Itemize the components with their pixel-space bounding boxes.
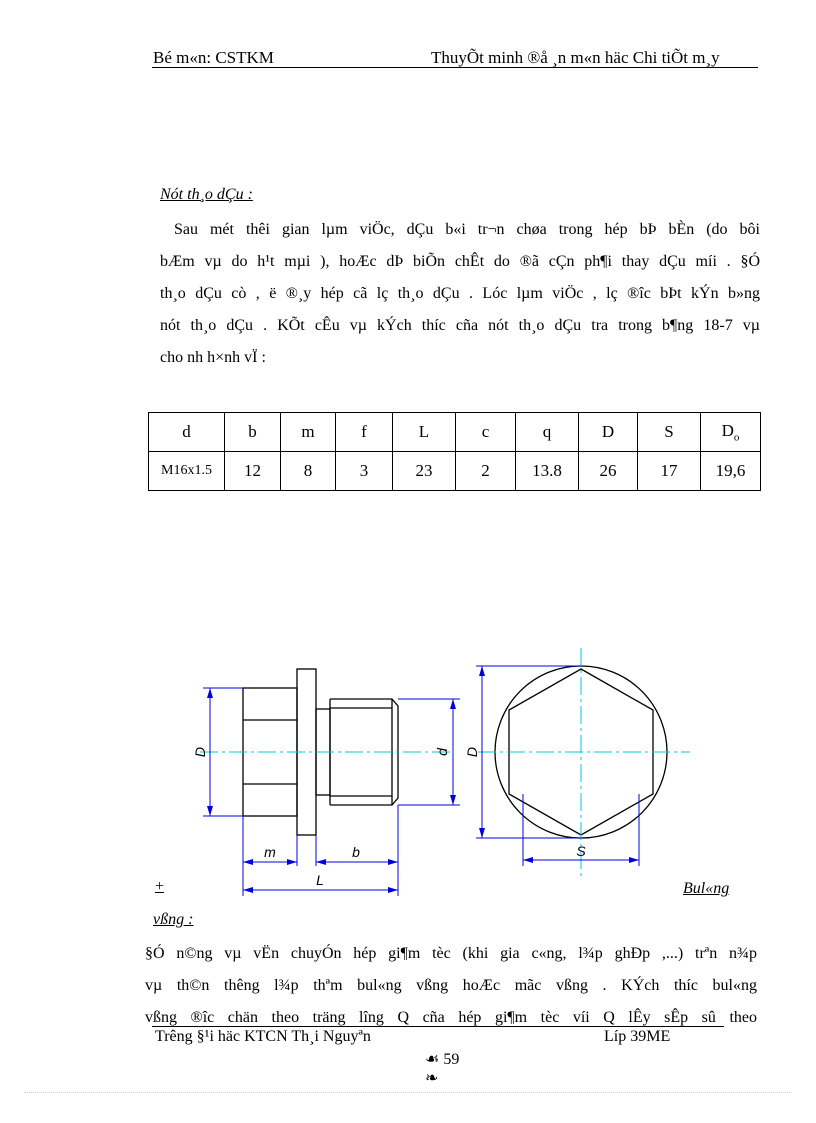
table-header-cell: f bbox=[336, 413, 393, 452]
table-header-cell: c bbox=[456, 413, 516, 452]
ornament-top-icon: ☙ bbox=[425, 1051, 440, 1068]
table-cell: 23 bbox=[393, 452, 456, 491]
eyebolt-paragraph bbox=[145, 938, 757, 1034]
paragraph-line: nót th¸o dÇu . KÕt cÊu vµ kÝch thíc cña nót th¸o dÇu tra trong b¶ng 18-7 vµ bbox=[160, 317, 760, 334]
table-cell: 3 bbox=[336, 452, 393, 491]
table-cell: 17 bbox=[638, 452, 701, 491]
label-m: m bbox=[264, 844, 276, 860]
label-L: L bbox=[316, 872, 324, 888]
page-number-block bbox=[425, 1049, 459, 1069]
footer-class: Líp 39ME bbox=[604, 1028, 671, 1045]
ornament-bottom-icon: ❧ bbox=[425, 1070, 439, 1087]
paragraph-line: vßng ®îc chän theo träng lîng Q cña hép gi¶m tèc víi Q lÊy sÊp sû theo bbox=[145, 1009, 757, 1026]
table-cell: 8 bbox=[281, 452, 336, 491]
label-b: b bbox=[352, 844, 360, 860]
section-heading-eyebolt: Bul«ng bbox=[683, 880, 730, 897]
table-header-cell: b bbox=[225, 413, 281, 452]
paragraph-line: §Ó n©ng vµ vËn chuyÓn hép gi¶m tèc (khi gia c«ng, l¾p ghÐp ,...) trªn n¾p bbox=[145, 945, 757, 962]
bullet-plus: + bbox=[155, 878, 165, 895]
table-header-cell: L bbox=[393, 413, 456, 452]
table-cell: 19,6 bbox=[701, 452, 761, 491]
paragraph-line: vµ th©n thêng l¾p thªm bul«ng vßng hoÆc mãc vßng . KÝch thíc bul«ng bbox=[145, 977, 757, 994]
table-header-cell: D bbox=[579, 413, 638, 452]
table-cell: 13.8 bbox=[516, 452, 579, 491]
footer-university: Trêng §¹i häc KTCN Th¸i Nguyªn bbox=[155, 1028, 371, 1045]
table-cell: 12 bbox=[225, 452, 281, 491]
section-heading-drain-plug: Nót th¸o dÇu : bbox=[160, 186, 253, 203]
dimension-labels bbox=[192, 747, 586, 888]
table-header-subscript: o bbox=[733, 431, 740, 444]
table-header-cell: q bbox=[516, 413, 579, 452]
page-number: 59 bbox=[443, 1051, 460, 1068]
paragraph-line: th¸o dÇu cò , ë ®¸y hép cã lç th¸o dÇu . Lóc lµm viÖc , lç ®îc bÞt kÝn b»ng bbox=[160, 285, 760, 302]
paragraph-line: Sau mét thêi gian lµm viÖc, dÇu b«i tr¬n chøa trong hép bÞ bÈn (do bôi bbox=[174, 221, 760, 238]
table-cell: 2 bbox=[456, 452, 516, 491]
table-cell: M16x1.5 bbox=[149, 452, 225, 491]
table-header-cell: d bbox=[149, 413, 225, 452]
label-D-left: D bbox=[192, 746, 208, 758]
label-D-right: D bbox=[464, 746, 480, 758]
label-S: S bbox=[576, 843, 586, 859]
page-bottom-dotted-rule bbox=[24, 1092, 792, 1093]
table-header-text: D bbox=[721, 420, 734, 440]
table-cell: 26 bbox=[579, 452, 638, 491]
paragraph-line: cho nh h×nh vÏ : bbox=[160, 349, 266, 366]
dimension-lines bbox=[203, 666, 639, 896]
table-header-cell: m bbox=[281, 413, 336, 452]
header-subject: Bé m«n: CSTKM bbox=[153, 48, 274, 67]
table-header-cell: S bbox=[638, 413, 701, 452]
paragraph-line: bÆm vµ do h¹t mµi ), hoÆc dÞ biÕn chÊt do ®ã cÇn ph¶i thay dÇu míi . §Ó bbox=[160, 253, 760, 270]
label-d: d bbox=[434, 748, 450, 756]
section-heading-eyebolt-cont: vßng : bbox=[153, 911, 194, 928]
header-title: ThuyÕt minh ®å ¸n m«n häc Chi tiÕt m¸y bbox=[431, 48, 720, 67]
footer-rule bbox=[152, 1026, 724, 1027]
